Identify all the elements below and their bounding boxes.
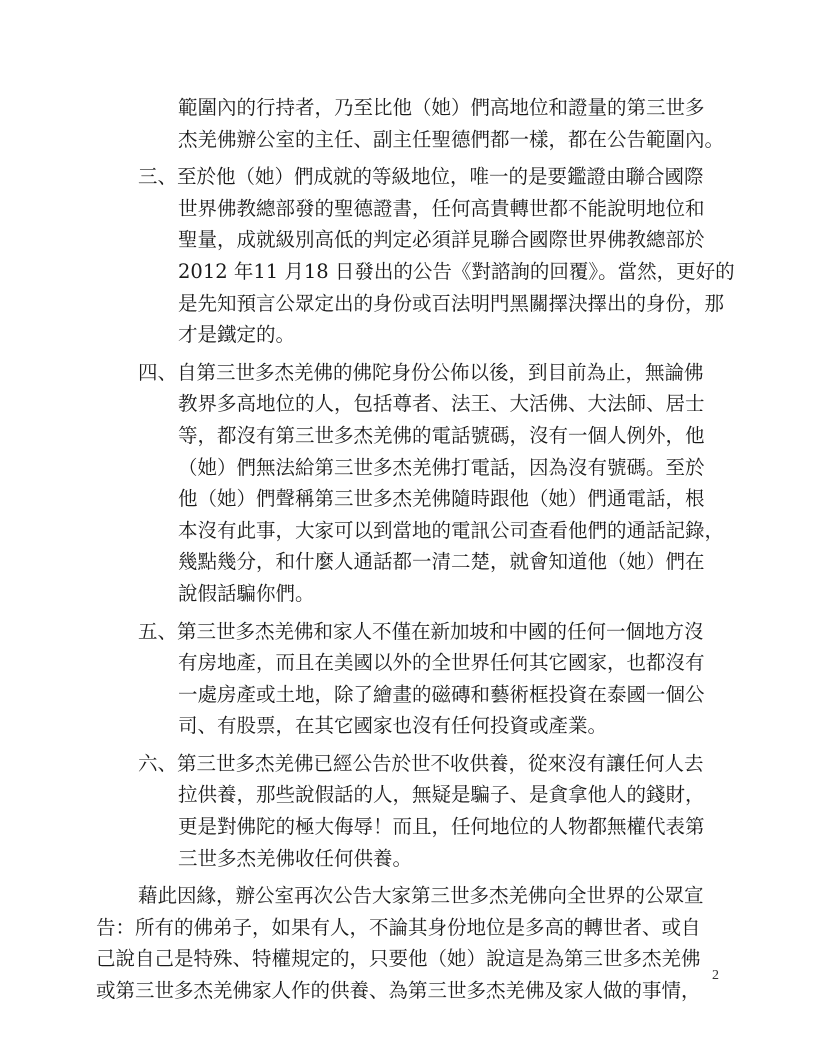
item-six (96, 748, 736, 874)
text-line: 有房地產，而且在美國以外的全世界任何其它國家，也都沒有 (178, 651, 705, 675)
text-line: 聖量，成就級別高低的判定必須詳見聯合國際世界佛教總部於 (178, 228, 705, 252)
text-line: 己說自己是特殊、特權規定的，只要他（她）說這是為第三世多杰羌佛 (96, 947, 701, 971)
text-line: 更是對佛陀的極大侮辱！而且，任何地位的人物都無權代表第 (178, 815, 705, 839)
text-line: 說假話騙你們。 (178, 581, 315, 605)
text-line: （她）們無法給第三世多杰羌佛打電話，因為沒有號碼。至於 (178, 455, 705, 479)
text-line: 教界多高地位的人，包括尊者、法王、大活佛、大法師、居士 (178, 392, 705, 416)
item-five (96, 616, 736, 742)
text-line: 2012 年11 月18 日發出的公告《對諮詢的回覆》。當然，更好的 (178, 259, 735, 283)
text-line: 世界佛教總部發的聖德證書，任何高貴轉世都不能說明地位和 (178, 196, 705, 220)
text-line: 幾點幾分，和什麼人通話都一清二楚，就會知道他（她）們在 (178, 550, 705, 574)
text-line: 告：所有的佛弟子，如果有人，不論其身份地位是多高的轉世者、或自 (96, 915, 701, 939)
text-line: 司、有股票，在其它國家也沒有任何投資或產業。 (178, 714, 608, 738)
text-line: 是先知預言公眾定出的身份或百法明門黑關擇決擇出的身份，那 (178, 291, 725, 315)
text-line: 一處房產或土地，除了繪畫的磁磚和藝術框投資在泰國一個公 (178, 682, 705, 706)
text-line: 三世多杰羌佛收任何供養。 (178, 846, 413, 870)
text-line: 才是鐵定的。 (178, 323, 296, 347)
text-line: 或第三世多杰羌佛家人作的供養、為第三世多杰羌佛及家人做的事情， (96, 979, 701, 1003)
text-line: 等，都沒有第三世多杰羌佛的電話號碼，沒有一個人例外，他 (178, 423, 705, 447)
text-line: 五、第三世多杰羌佛和家人不僅在新加坡和中國的任何一個地方沒 (138, 619, 704, 643)
text-line: 藉此因緣，辦公室再次公告大家第三世多杰羌佛向全世界的公眾宣 (138, 884, 704, 908)
text-line: 他（她）們聲稱第三世多杰羌佛隨時跟他（她）們通電話，根 (178, 487, 705, 511)
text-line: 本沒有此事，大家可以到當地的電訊公司查看他們的通話記錄， (178, 518, 725, 542)
item-three (96, 161, 736, 351)
text-line: 杰羌佛辦公室的主任、副主任聖德們都一樣，都在公告範圍內。 (178, 127, 725, 151)
item-continuation (96, 92, 736, 155)
item-four (96, 357, 736, 610)
closing-paragraph (96, 880, 736, 1006)
text-line: 三、至於他（她）們成就的等級地位，唯一的是要鑑證由聯合國際 (138, 165, 704, 189)
text-line: 拉供養，那些說假話的人，無疑是騙子、是貪拿他人的錢財， (178, 783, 705, 807)
text-line: 四、自第三世多杰羌佛的佛陀身份公佈以後，到目前為止，無論佛 (138, 360, 704, 384)
text-line: 範圍內的行持者，乃至比他（她）們高地位和證量的第三世多 (178, 96, 705, 119)
text-line: 六、第三世多杰羌佛已經公告於世不收供養，從來沒有讓任何人去 (138, 751, 704, 775)
document-body (96, 92, 736, 1007)
page-number: 2 (712, 968, 719, 983)
